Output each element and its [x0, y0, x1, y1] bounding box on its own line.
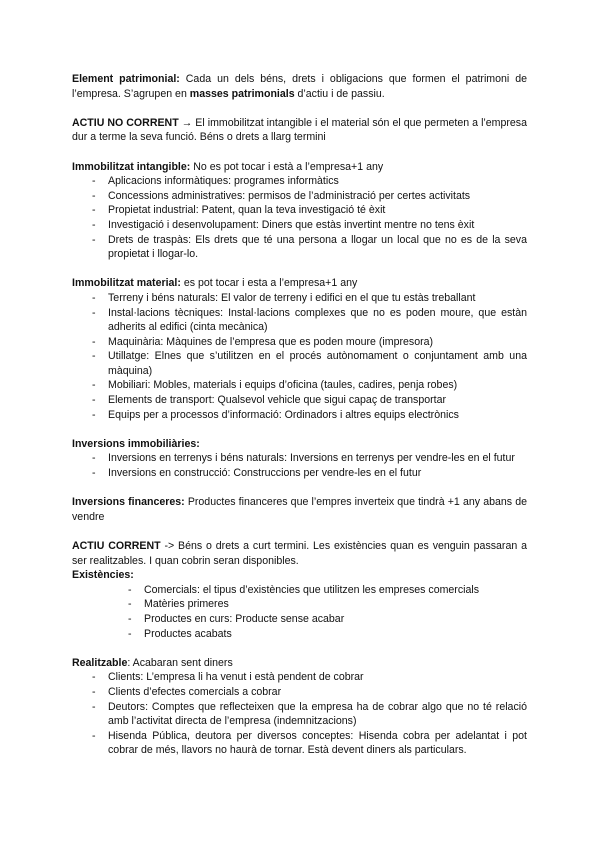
- list-item: - Investigació i desenvolupament: Diners que estàs invertint mentre no tens èxit: [72, 218, 527, 233]
- list-item: - Deutors: Comptes que reflecteixen que la empresa ha de cobrar algo que no té relació amb l’activitat directa de l’empresa (indemnitzacions): [72, 700, 527, 729]
- text: es pot tocar i esta a l’empresa+1 any: [180, 277, 358, 290]
- list-material: [72, 291, 527, 422]
- list-item: - Propietat industrial: Patent, quan la teva investigació té èxit: [72, 203, 527, 218]
- heading-inversions-immobiliaries: Inversions immobiliàries:: [72, 437, 200, 450]
- paragraph-immobilitzat-material: [72, 276, 527, 291]
- list-item: - Utillatge: Elnes que s’utilitzen en el procés autònomament o conjuntament amb una màquina): [72, 349, 527, 378]
- list-item: - Productes en curs: Producte sense acabar: [72, 612, 527, 627]
- text: Cada un dels béns, drets i obligacions que formen el patrimoni de l’empresa. S’agrupen en: [72, 73, 528, 100]
- list-item: - Inversions en construcció: Construccions per vendre-les en el futur: [72, 466, 527, 481]
- list-item: - Matèries primeres: [72, 597, 527, 612]
- list-item: - Hisenda Pública, deutora per diversos conceptes: Hisenda cobra per adelantat i pot cobrar de més, llavors no haurà de tornar. Està devent diners als particulars.: [72, 729, 527, 758]
- list-existencies: [72, 583, 527, 641]
- bold-term: masses patrimonials: [189, 87, 295, 100]
- list-item: - Clients: L’empresa li ha venut i està pendent de cobrar: [72, 670, 527, 685]
- list-realitzable: [72, 670, 527, 758]
- list-item: - Inversions en terrenys i béns naturals: Inversions en terrenys per vendre-les en el futur: [72, 451, 527, 466]
- list-intangible: [72, 174, 527, 262]
- text: No es pot tocar i està a l’empresa+1 any: [190, 160, 384, 173]
- paragraph-element-patrimonial: [72, 72, 527, 101]
- list-item: - Mobiliari: Mobles, materials i equips d’oficina (taules, cadires, penja robes): [72, 378, 527, 393]
- paragraph-actiu-corrent: [72, 539, 527, 568]
- paragraph-realitzable: [72, 656, 527, 671]
- list-item: - Clients d’efectes comercials a cobrar: [72, 685, 527, 700]
- heading-element-patrimonial: Element patrimonial:: [72, 73, 180, 85]
- list-item: - Comercials: el tipus d’existències que utilitzen les empreses comercials: [72, 583, 527, 598]
- paragraph-existencies: [72, 568, 527, 583]
- list-inversions-immobiliaries: [72, 451, 527, 480]
- paragraph-immobilitzat-intangible: [72, 160, 527, 175]
- heading-existencies: Existències:: [72, 569, 134, 582]
- text: → El immobilitzat intangible i el material són el que permeten a l’empresa dur a terme la seva funció. Béns o drets a llarg termini: [72, 116, 527, 144]
- heading-actiu-no-corrent: ACTIU NO CORRENT: [72, 116, 179, 129]
- heading-immobilitzat-material: Immobilitzat material:: [72, 277, 181, 290]
- paragraph-inversions-immobiliaries: [72, 437, 527, 452]
- text: : Acabaran sent diners: [127, 656, 233, 669]
- text: d’actiu i de passiu.: [294, 87, 385, 100]
- paragraph-inversions-financeres: [72, 495, 527, 524]
- paragraph-actiu-no-corrent: [72, 116, 527, 145]
- text: -> Béns o drets a curt termini. Les existències quan es venguin passaran a ser realitzables. I quan cobrin seran disponibles.: [72, 540, 527, 567]
- heading-inversions-financeres: Inversions financeres:: [72, 496, 185, 509]
- list-item: - Instal·lacions tècniques: Instal·lacions complexes que no es poden moure, que estàn adherits al edifici (cinta mecànica): [72, 306, 527, 335]
- list-item: - Concessions administratives: permisos de l’administració per certes activitats: [72, 189, 527, 204]
- list-item: - Equips per a processos d’informació: Ordinadors i altres equips electrònics: [72, 408, 527, 423]
- heading-realitzable: Realitzable: [72, 656, 128, 669]
- list-item: - Drets de traspàs: Els drets que té una persona a llogar un local que no es de la seva propietat i llogar-lo.: [72, 233, 527, 262]
- heading-actiu-corrent: ACTIU CORRENT: [72, 540, 161, 552]
- document-page: [72, 72, 527, 758]
- heading-immobilitzat-intangible: Immobilitzat intangible:: [72, 160, 191, 173]
- text: Productes financeres que l’empres inverteix que tindrà +1 any abans de vendre: [72, 496, 527, 523]
- list-item: - Elements de transport: Qualsevol vehicle que sigui capaç de transportar: [72, 393, 527, 408]
- list-item: - Aplicacions informàtiques: programes informàtics: [72, 174, 527, 189]
- list-item: - Maquinària: Màquines de l’empresa que es poden moure (impresora): [72, 335, 527, 350]
- list-item: - Terreny i béns naturals: El valor de terreny i edifici en el que tu estàs treballant: [72, 291, 527, 306]
- list-item: - Productes acabats: [72, 627, 527, 642]
